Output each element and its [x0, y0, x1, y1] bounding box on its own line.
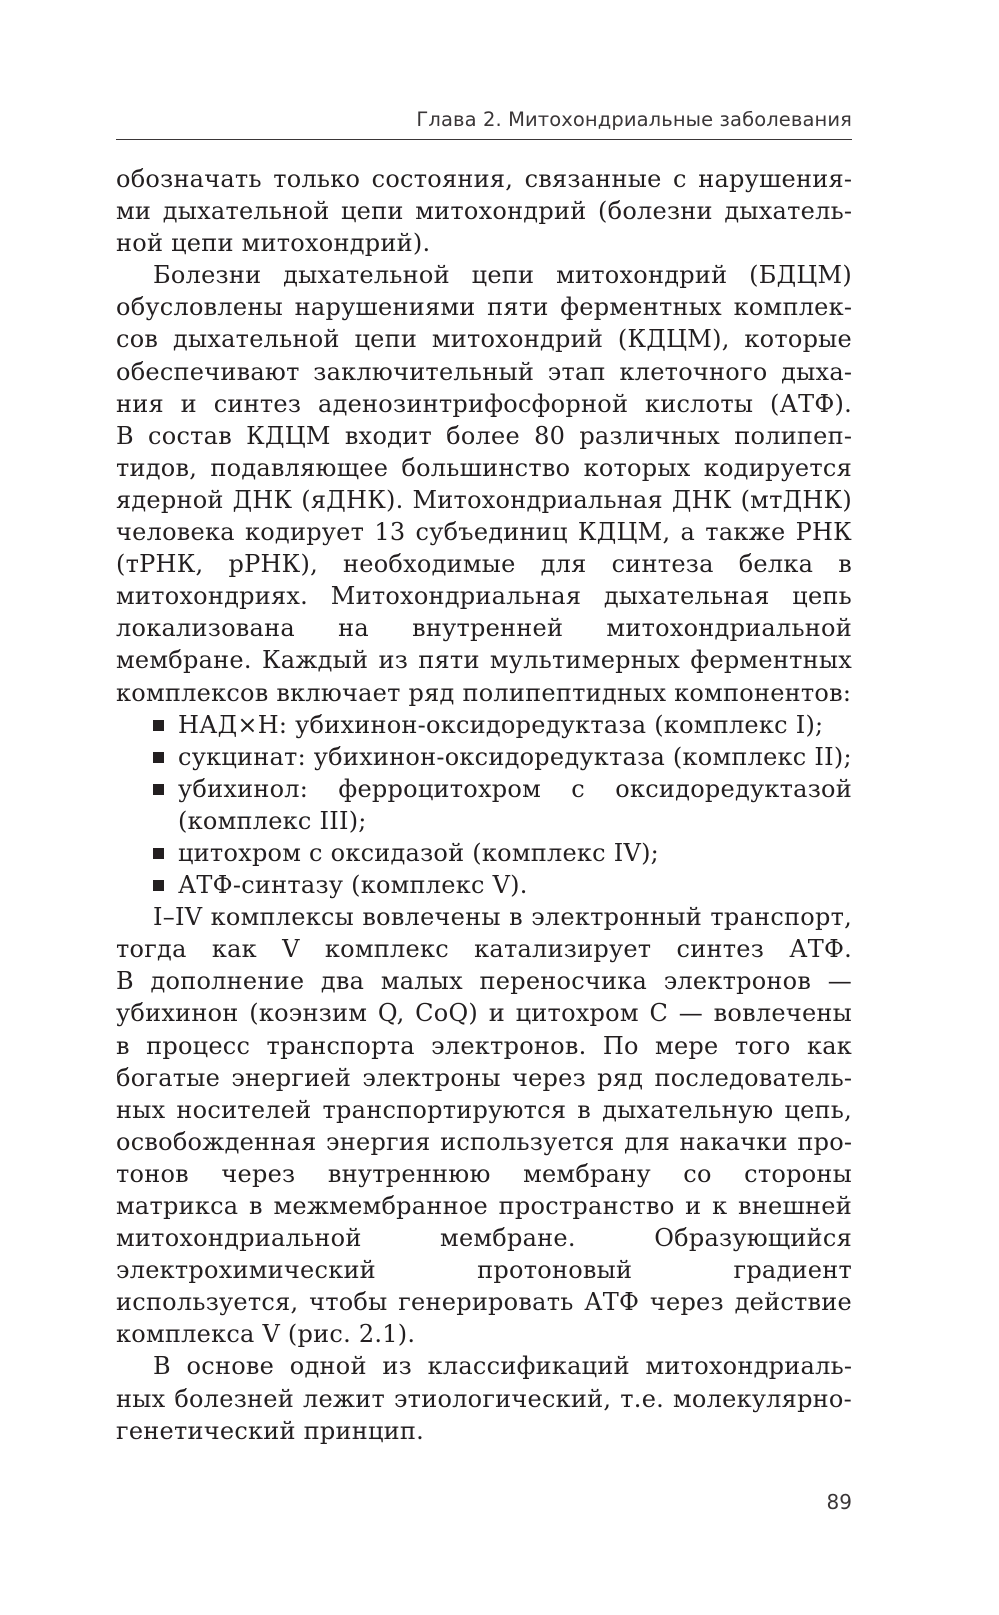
paragraph-classification: В основе одной из классификаций митохондриальных болезней лежит этиологический, т.е. молекулярно-генетический принцип. — [116, 1352, 852, 1445]
list-item — [153, 709, 852, 741]
square-bullet-icon — [153, 720, 164, 731]
square-bullet-icon — [153, 784, 164, 795]
list-item — [153, 741, 852, 773]
square-bullet-icon — [153, 752, 164, 763]
list-item-text: АТФ-синтазу (комплекс V). — [178, 871, 528, 900]
complex-list — [116, 709, 852, 902]
page-number: 89 — [826, 1490, 852, 1514]
list-item-text: НАД×Н: убихинон-оксидоредуктаза (комплекс I); — [178, 710, 824, 739]
paragraph-respiratory-chain-diseases: Болезни дыхательной цепи митохондрий (БДЦМ) обусловлены нарушениями пяти ферментных комплексов дыхательной цепи митохондрий (КДЦМ), которые обеспечивают заключительный этап клеточного дыхания и синтез аденозинтрифосфорной кислоты (АТФ). В состав КДЦМ входит более 80 различных полипептидов, подавляющее большинство которых кодируется ядерной ДНК (яДНК). Митохондриальная ДНК (мтДНК) человека кодирует 13 субъединиц КДЦМ, а также РНК (тРНК, рРНК), необходимые для синтеза белка в митохондриях. Митохондриальная дыхательная цепь локализована на внутренней митохондриальной мембране. Каждый из пяти мультимерных ферментных комплексов включает ряд полипептидных компонентов: — [116, 261, 852, 707]
square-bullet-icon — [153, 880, 164, 891]
list-item — [153, 837, 852, 869]
running-header: Глава 2. Митохондриальные заболевания — [416, 108, 852, 131]
list-item-text: убихинол: ферроцитохром с оксидоредуктазой (комплекс III); — [178, 774, 852, 835]
list-item-text: сукцинат: убихинон-оксидоредуктаза (комплекс II); — [178, 742, 852, 771]
list-item-text: цитохром с оксидазой (комплекс IV); — [178, 838, 660, 867]
list-item — [153, 869, 852, 901]
main-text — [116, 163, 852, 1447]
paragraph-continuation: обозначать только состояния, связанные с нарушениями дыхательной цепи митохондрий (болезни дыхательной цепи митохондрий). — [116, 165, 852, 258]
list-item — [153, 773, 852, 837]
paragraph-electron-transport: I–IV комплексы вовлечены в электронный транспорт, тогда как V комплекс катализирует синтез АТФ. В дополнение два малых переносчика электронов — убихинон (коэнзим Q, CoQ) и цитохром С — вовлечены в процесс транспорта электронов. По мере того как богатые энергией электроны через ряд последовательных носителей транспортируются в дыхательную цепь, освобожденная энергия используется для накачки протонов через внутреннюю мембрану со стороны матрикса в межмембранное пространство и к внешней митохондриальной мембране. Образующийся электрохимический протоновый градиент используется, чтобы генерировать АТФ через действие комплекса V (рис. 2.1). — [116, 903, 852, 1349]
square-bullet-icon — [153, 848, 164, 859]
header-rule — [116, 139, 852, 140]
